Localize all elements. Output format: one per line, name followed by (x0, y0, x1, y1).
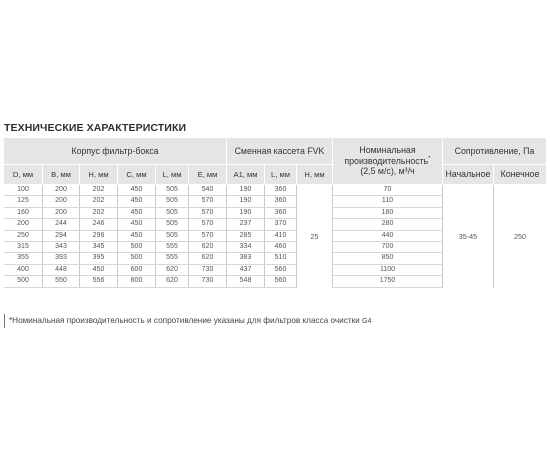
cell-e: 570 (201, 231, 214, 239)
cell-c: 450 (130, 220, 143, 228)
cell-d: 400 (17, 265, 29, 273)
cell-e: 570 (201, 197, 214, 205)
col-header-d: D, мм (4, 165, 42, 184)
cell-cassette-l: 510 (274, 254, 287, 262)
cell-c: 500 (130, 243, 143, 250)
cell-l: 505 (166, 231, 178, 239)
col-header-initial: Начальное (443, 165, 493, 184)
cell-d: 200 (17, 220, 29, 228)
col-header-l: L, мм (156, 165, 188, 184)
cell-l: 505 (166, 208, 178, 216)
cell-d: 160 (17, 208, 29, 216)
cell-capacity: 280 (381, 220, 394, 228)
group-header-cassette: Сменная кассета FVK (227, 138, 332, 164)
capacity-line1-wrap (333, 145, 442, 166)
cell-l: 505 (166, 220, 178, 228)
cell-c: 450 (130, 231, 143, 239)
cell-a1: 237 (239, 220, 252, 228)
cell-capacity: 440 (381, 231, 394, 239)
cell-l: 505 (166, 186, 178, 193)
cell-c: 450 (130, 208, 143, 216)
cell-h: 246 (92, 220, 105, 228)
col-header-a1: A1, мм (227, 165, 264, 184)
page-title: ТЕХНИЧЕСКИЕ ХАРАКТЕРИСТИКИ (4, 122, 187, 134)
cell-l: 555 (166, 254, 178, 262)
capacity-line2: (2,5 м/с), м³/ч (360, 166, 415, 177)
cell-cassette-l: 360 (274, 208, 287, 216)
cell-d: 100 (17, 186, 29, 193)
cell-c: 600 (130, 277, 143, 285)
cell-h: 556 (92, 277, 105, 285)
cell-d: 125 (17, 197, 29, 205)
cell-h: 395 (92, 254, 105, 262)
cell-b: 550 (55, 277, 67, 285)
cell-e: 570 (201, 220, 214, 228)
footnote-class: G4 (362, 318, 372, 325)
cell-h: 202 (92, 197, 105, 205)
cell-cassette-l: 370 (274, 220, 287, 228)
cell-b: 244 (55, 220, 67, 228)
capacity-line1: Номинальная производительность (344, 145, 429, 166)
cell-h: 202 (92, 208, 105, 216)
cell-cassette-l: 560 (274, 277, 287, 285)
cell-e: 730 (201, 277, 214, 285)
cell-cassette-l: 460 (274, 243, 287, 250)
cell-c: 600 (130, 265, 143, 273)
cell-e: 730 (201, 265, 214, 273)
cell-cassette-l: 360 (274, 197, 287, 205)
group-header-resistance: Сопротивление, Па (443, 138, 546, 164)
cell-b: 200 (55, 186, 67, 193)
cell-b: 200 (55, 208, 67, 216)
cell-d: 500 (17, 277, 29, 285)
cell-capacity: 850 (381, 254, 394, 262)
cell-d: 250 (17, 231, 29, 239)
cell-b: 343 (55, 243, 67, 250)
cell-d: 355 (17, 254, 29, 262)
cell-cassette-l: 360 (274, 186, 287, 193)
specs-table (4, 138, 546, 288)
cell-capacity: 70 (383, 186, 392, 193)
cell-capacity: 1750 (379, 277, 396, 285)
cell-capacity: 110 (381, 197, 394, 205)
cassette-h-merged-value: 25 (310, 232, 319, 241)
resistance-initial-merged-value: 35-45 (458, 232, 478, 241)
footnote (4, 314, 371, 328)
cell-h: 450 (92, 265, 105, 273)
cell-h: 345 (92, 243, 105, 250)
cell-e: 540 (201, 186, 214, 193)
group-header-housing: Корпус фильтр-бокса (4, 138, 226, 164)
cell-b: 200 (55, 197, 67, 205)
cell-capacity: 180 (381, 208, 394, 216)
cell-e: 620 (201, 243, 214, 250)
cell-a1: 437 (239, 265, 252, 273)
cell-a1: 548 (239, 277, 252, 285)
col-header-cassette-l: L, мм (265, 165, 296, 184)
cell-a1: 190 (239, 197, 252, 205)
capacity-footnote-mark: * (428, 155, 431, 162)
cell-e: 570 (201, 208, 214, 216)
cell-cassette-l: 410 (274, 231, 287, 239)
cell-capacity: 1100 (379, 265, 396, 273)
col-header-c: C, мм (118, 165, 155, 184)
cell-b: 393 (55, 254, 67, 262)
cell-l: 620 (166, 277, 178, 285)
col-header-cassette-h: H, мм (297, 165, 332, 184)
cell-a1: 334 (239, 243, 252, 250)
cell-l: 620 (166, 265, 178, 273)
resistance-final-merged-value: 250 (514, 232, 526, 241)
col-header-b: B, мм (43, 165, 79, 184)
cell-c: 450 (130, 197, 143, 205)
cell-c: 450 (130, 186, 143, 193)
cell-a1: 285 (239, 231, 252, 239)
footnote-text: *Номинальная производительность и сопротивление указаны для фильтров класса очистки (9, 316, 360, 325)
col-header-h: H, мм (80, 165, 117, 184)
cell-a1: 190 (239, 208, 252, 216)
group-header-capacity (333, 138, 442, 184)
cell-d: 315 (17, 243, 29, 250)
cell-a1: 190 (239, 186, 252, 193)
cell-h: 296 (92, 231, 105, 239)
col-header-final: Конечное (494, 165, 546, 184)
cell-a1: 383 (239, 254, 252, 262)
cell-h: 202 (92, 186, 105, 193)
cell-b: 294 (55, 231, 67, 239)
cell-b: 448 (55, 265, 67, 273)
cell-capacity: 700 (381, 243, 394, 250)
cell-c: 500 (130, 254, 143, 262)
cell-cassette-l: 560 (274, 265, 287, 273)
cell-l: 555 (166, 243, 178, 250)
col-header-e: E, мм (189, 165, 226, 184)
cell-e: 620 (201, 254, 214, 262)
cell-l: 505 (166, 197, 178, 205)
